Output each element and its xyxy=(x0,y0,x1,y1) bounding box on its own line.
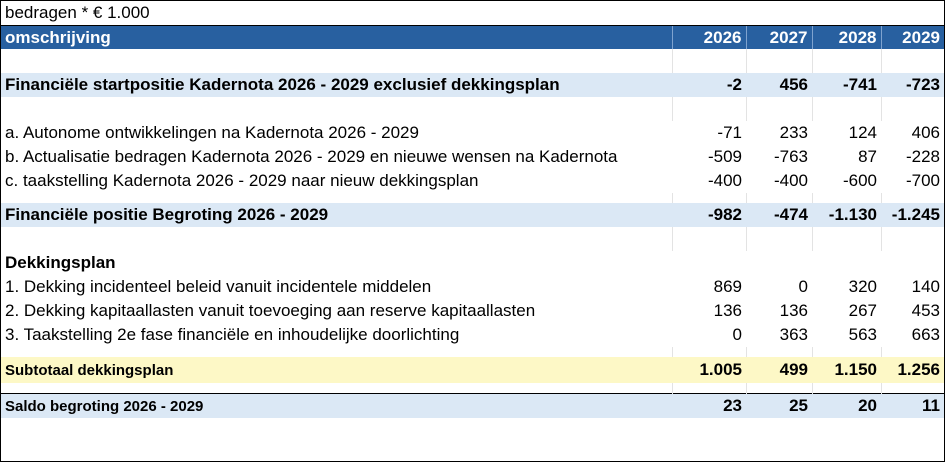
dekking-row-2 xyxy=(1,299,944,323)
row-value: 124 xyxy=(848,123,877,142)
amount-caption: bedragen * € 1.000 xyxy=(1,1,944,26)
dekking-row-1 xyxy=(1,275,944,299)
header-year: 2028 xyxy=(812,26,881,49)
row-value: -723 xyxy=(881,73,944,97)
section-title: Dekkingsplan xyxy=(5,253,116,272)
header-year: 2027 xyxy=(746,26,812,49)
row-value: -1.245 xyxy=(881,203,944,227)
row-value: 267 xyxy=(848,301,877,320)
row-value: 11 xyxy=(881,394,944,419)
change-row-b xyxy=(1,145,944,169)
row-value: -982 xyxy=(672,203,746,227)
row-value: 1.256 xyxy=(881,357,944,383)
row-value: -700 xyxy=(905,171,940,190)
row-label: b. Actualisatie bedragen Kadernota 2026 - 2029 en nieuwe wensen na Kadernota xyxy=(5,147,618,166)
row-value: 0 xyxy=(798,277,808,296)
row-value: -474 xyxy=(746,203,812,227)
row-value: -741 xyxy=(812,73,881,97)
row-label: Saldo begroting 2026 - 2029 xyxy=(1,394,672,419)
row-value: -509 xyxy=(707,147,742,166)
row-value: 456 xyxy=(746,73,812,97)
row-value: 363 xyxy=(779,325,808,344)
budget-table xyxy=(1,26,944,418)
row-label: a. Autonome ontwikkelingen na Kadernota 2026 - 2029 xyxy=(5,123,419,142)
start-position-row xyxy=(1,73,944,97)
row-value: 663 xyxy=(911,325,940,344)
row-value: 869 xyxy=(713,277,742,296)
header-row xyxy=(1,26,944,49)
blank-row xyxy=(1,97,944,121)
row-value: 0 xyxy=(732,325,742,344)
blank-row xyxy=(1,49,944,73)
row-value: -400 xyxy=(707,171,742,190)
row-label: 1. Dekking incidenteel beleid vanuit incidentele middelen xyxy=(5,277,432,296)
header-year: 2029 xyxy=(881,26,944,49)
row-value: 140 xyxy=(911,277,940,296)
dekking-row-3 xyxy=(1,323,944,347)
row-value: -71 xyxy=(717,123,742,142)
row-value: 20 xyxy=(812,394,881,419)
row-label: Subtotaal dekkingsplan xyxy=(1,357,672,383)
row-value: -600 xyxy=(842,171,877,190)
row-value: 453 xyxy=(911,301,940,320)
blank-row xyxy=(1,193,944,203)
row-label: 3. Taakstelling 2e fase financiële en inhoudelijke doorlichting xyxy=(5,325,460,344)
row-value: 499 xyxy=(746,357,812,383)
row-label: Financiële startpositie Kadernota 2026 - 2029 exclusief dekkingsplan xyxy=(1,73,672,97)
row-value: 136 xyxy=(779,301,808,320)
change-row-a xyxy=(1,121,944,145)
header-label: omschrijving xyxy=(1,26,672,49)
row-value: 1.005 xyxy=(672,357,746,383)
row-value: 406 xyxy=(911,123,940,142)
row-label: Financiële positie Begroting 2026 - 2029 xyxy=(1,203,672,227)
change-row-c xyxy=(1,169,944,193)
row-value: -1.130 xyxy=(812,203,881,227)
blank-row xyxy=(1,227,944,251)
blank-row xyxy=(1,383,944,394)
row-value: 563 xyxy=(848,325,877,344)
row-value: -400 xyxy=(773,171,808,190)
row-value: 136 xyxy=(713,301,742,320)
row-label: c. taakstelling Kadernota 2026 - 2029 naar nieuw dekkingsplan xyxy=(5,171,479,190)
saldo-row xyxy=(1,394,944,419)
header-year: 2026 xyxy=(672,26,746,49)
subtotal-row xyxy=(1,357,944,383)
row-value: 23 xyxy=(672,394,746,419)
row-value: -228 xyxy=(905,147,940,166)
row-value: 233 xyxy=(779,123,808,142)
row-value: 1.150 xyxy=(812,357,881,383)
row-value: -763 xyxy=(773,147,808,166)
row-value: 87 xyxy=(858,147,877,166)
row-label: 2. Dekking kapitaallasten vanuit toevoeging aan reserve kapitaallasten xyxy=(5,301,536,320)
row-value: 25 xyxy=(746,394,812,419)
dekkingsplan-title-row xyxy=(1,251,944,275)
financial-position-row xyxy=(1,203,944,227)
row-value: 320 xyxy=(848,277,877,296)
blank-row xyxy=(1,347,944,357)
row-value: -2 xyxy=(672,73,746,97)
